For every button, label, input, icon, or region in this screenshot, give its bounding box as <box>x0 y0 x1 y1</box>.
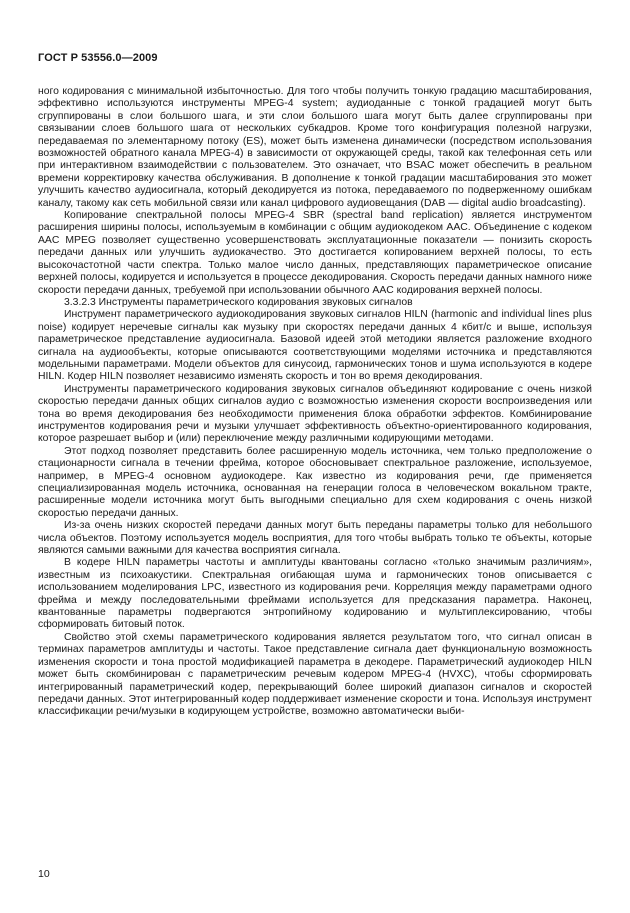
paragraph-quantization: В кодере HILN параметры частоты и амплитуды квантованы согласно «только значимым различиям», известным из психоакустики. Спектральная огибающая шума и гармонических тонов описывается с использованием моделирования LPC, известного из кодирования речи. Корреляция между параметрами одного фрейма и между последовательными фреймами используется для предсказания параметра. Наконец, квантованные параметры подвергаются энтропийному кодированию и мультиплексированию, чтобы сформировать битовый поток. <box>38 557 592 631</box>
paragraph-hiln-intro: Инструмент параметрического аудиокодирования звуковых сигналов HILN (harmonic and individual lines plus noise) кодирует неречевые сигналы как музыку при скоростях передачи данных 4 кбит/с и выше, используя параметрическое представление аудиосигнала. Базовой идеей этой методики является разложение входного сигнала на аудиообъекты, которые описываются соответствующими моделями источника и представляются модельными параметрами. Модели объектов для синусоид, гармонических тонов и шума используются в кодере HILN. Кодер HILN позволяет независимо изменять скорость и тон во время декодирования. <box>38 309 592 383</box>
page-number: 10 <box>38 868 50 880</box>
section-heading-3-3-2-3: 3.3.2.3 Инструменты параметрического кодирования звуковых сигналов <box>64 296 413 308</box>
standard-header: ГОСТ Р 53556.0—2009 <box>38 52 158 64</box>
paragraph-parametric-tools: Инструменты параметрического кодирования звуковых сигналов объединяют кодирование с очень низкой скоростью передачи данных общих сигналов аудио с возможностью изменения скорости воспроизведения или тона во время декодирования без необходимости применения блока обработки эффектов. Комбинирование инструментов кодирования речи и музыки улучшает эффективность объектно-ориентированного кодирования, которое разрешает выбор и (или) переключение между различными кодирующими методами. <box>38 383 592 445</box>
paragraph-sbr: Копирование спектральной полосы MPEG-4 SBR (spectral band replication) является инструментом расширения ширины полосы, используемым в комбинации с общим аудиокодеком AAC. Объединение с кодеком AAC MPEG позволяет существенно усовершенствовать эксплуатационные показатели — понизить скорость передачи данных или улучшить аудиокачество. Это достигается копированием верхней полосы, то есть высокочастотной части спектра. Только малое число данных, представляющих параметрическое описание верхней полосы, кодируется и используется в процессе декодирования. Скорость передачи данных намного ниже скорости передачи данных, требуемой при использовании обычного AAC кодирования верхней полосы. <box>38 210 592 296</box>
paragraph-scheme-property: Свойство этой схемы параметрического кодирования является результатом того, что сигнал описан в терминах параметров амплитуды и частоты. Такое представление сигнала дает функциональную возможность изменения скорости и тона простой модификацией параметра в декодере. Параметрический аудиокодер HILN может быть скомбинирован с параметрическим речевым кодером MPEG-4 (HVXC), чтобы сформировать интегрированный параметрический кодер, перекрывающий более широкий диапазон сигналов и скоростей передачи данных. Этот интегрированный кодер поддерживает изменение скорости и тона. Используя инструмент классификации речи/музыки в кодирующем устройстве, возможно автоматически выби- <box>38 631 592 718</box>
body-text <box>38 86 592 719</box>
paragraph-bsac-continuation: ного кодирования с минимальной избыточностью. Для того чтобы получить тонкую градацию масштабирования, эффективно используются инструменты MPEG-4 system; аудиоданные с тонкой градацией могут быть сгруппированы в слои большого шага, и эти слои большого шага могут быть далее сгруппированы при связывании слоев большого шага от нескольких субкадров. Кроме того конфигурация полезной нагрузки, передаваемая по элементарному потоку (ES), может быть изменена динамически (посредством использования возможностей обратного канала MPEG-4) в зависимости от окружающей среды, такой как телефонная сеть или при интерактивном взаимодействии с пользователем. Это означает, что BSAC может обеспечить в реальном времени корректировку качества обслуживания. В дополнение к тонкой градации масштабирования это может улучшить качество аудиосигнала, который декодируется из потока, передаваемого по подверженному ошибкам каналу, такому как сеть мобильной связи или канал цифрового аудиовещания (DAB — digital audio broadcasting). <box>38 86 592 209</box>
paragraph-perception-model: Из-за очень низких скоростей передачи данных могут быть переданы параметры только для небольшого числа объектов. Поэтому используется модель восприятия, для того чтобы выбрать только те объекты, которые являются самыми важными для качества восприятия сигнала. <box>38 520 592 557</box>
paragraph-source-model: Этот подход позволяет представить более расширенную модель источника, чем только предположение о стационарности сигнала в течении фрейма, которое обосновывает спектральное разложение, используемое, например, в MPEG-4 основном аудиокодере. Как известно из кодирования речи, где применяется специализированная модель источника, основанная на генерации голоса в человеческом вокальном тракте, расширенные модели источника могут быть выгодными специально для схем кодирования с очень низкой скоростью передачи данных. <box>38 445 592 519</box>
